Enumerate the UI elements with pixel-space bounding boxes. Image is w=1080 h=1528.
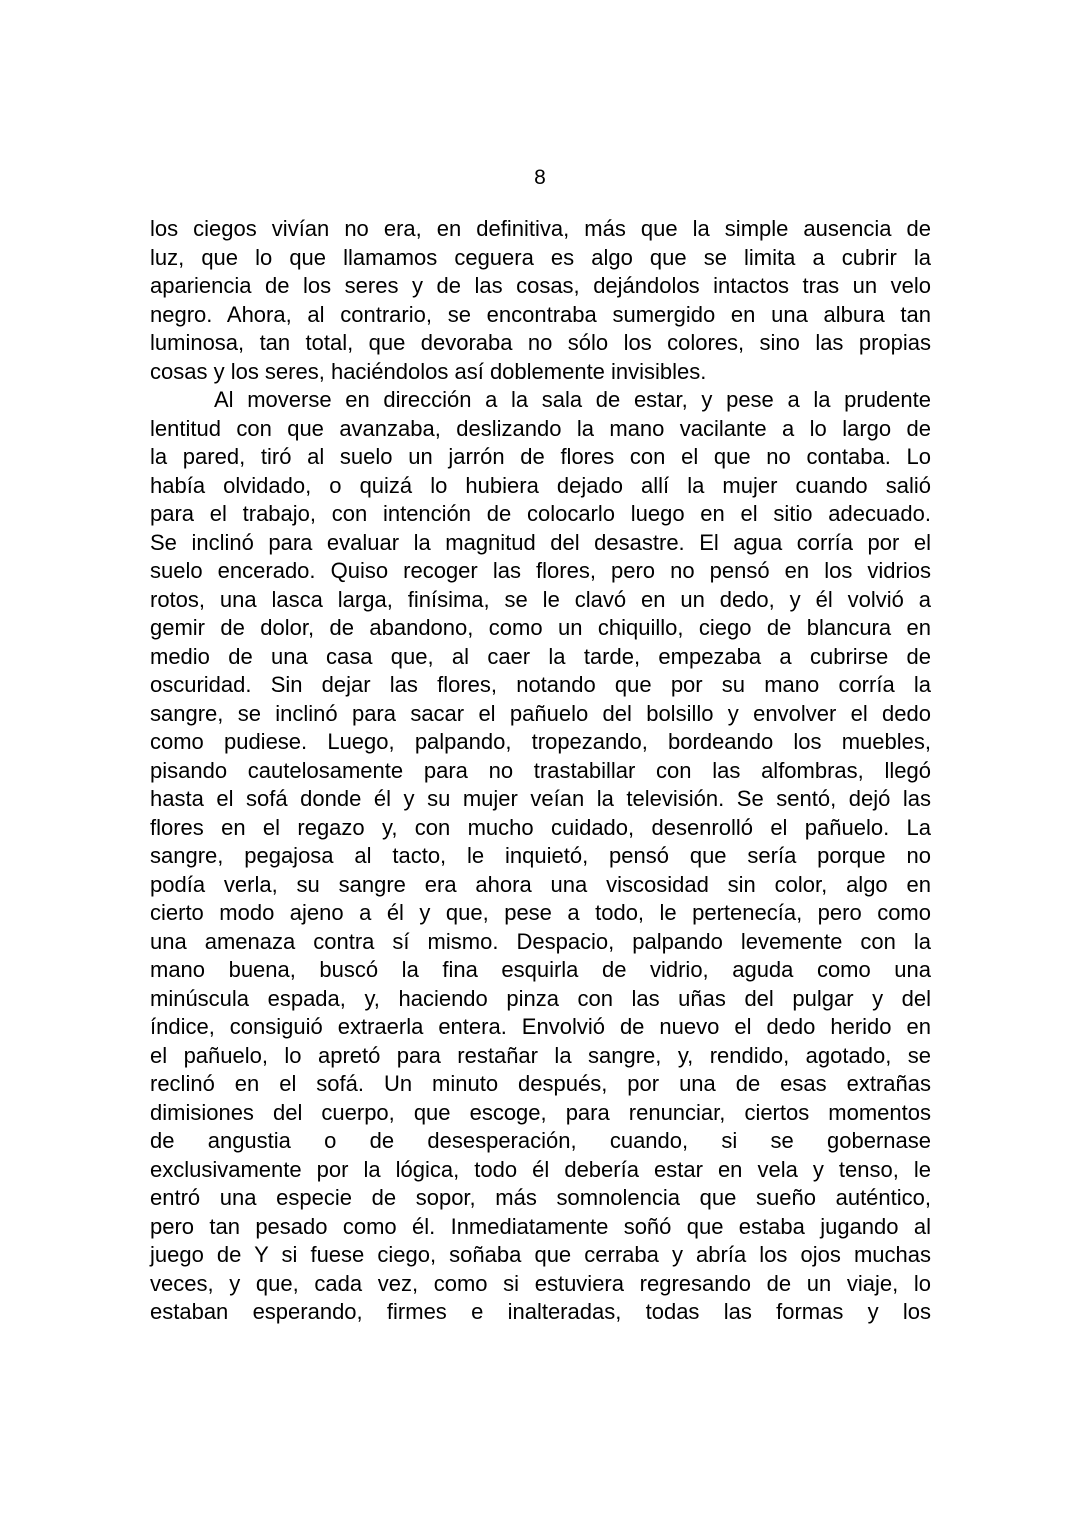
text-line: pero tan pesado como él. Inmediatamente soñó que estaba jugando al	[150, 1213, 931, 1239]
text-line: índice, consiguió extraerla entera. Envolvió de nuevo el dedo herido en	[150, 1014, 931, 1039]
text-line: sangre, pegajosa al tacto, le inquietó, pensó que sería porque no	[150, 843, 931, 868]
text-line: de angustia o de desesperación, cuando, si se gobernase	[150, 1128, 931, 1153]
text-line: flores en el regazo y, con mucho cuidado, desenrolló el pañuelo. La	[150, 814, 931, 840]
text-line: luminosa, tan total, que devoraba no sólo los colores, sino las propias	[150, 330, 931, 355]
text-line: juego de Y si fuese ciego, soñaba que cerraba y abría los ojos muchas	[150, 1242, 931, 1267]
text-line: suelo encerado. Quiso recoger las flores, pero no pensó en los vidrios	[150, 558, 931, 583]
text-line: oscuridad. Sin dejar las flores, notando que por su mano corría la	[150, 672, 931, 697]
text-line: medio de una casa que, al caer la tarde, empezaba a cubrirse de	[150, 643, 931, 669]
text-line: apariencia de los seres y de las cosas, dejándolos intactos tras un velo	[150, 273, 931, 298]
text-line: rotos, una lasca larga, finísima, se le clavó en un dedo, y él volvió a	[150, 586, 931, 612]
text-line: Al moverse en dirección a la sala de estar, y pese a la prudente	[214, 387, 931, 412]
text-line: estaban esperando, firmes e inalteradas, todas las formas y los	[150, 1299, 931, 1324]
text-line: sangre, se inclinó para sacar el pañuelo del bolsillo y envolver el dedo	[150, 700, 931, 726]
text-line: la pared, tiró al suelo un jarrón de flores con el que no contaba. Lo	[150, 444, 931, 469]
text-line: Se inclinó para evaluar la magnitud del desastre. El agua corría por el	[150, 529, 931, 555]
page-number: 8	[534, 166, 546, 189]
text-line: gemir de dolor, de abandono, como un chiquillo, ciego de blancura en	[150, 615, 931, 640]
text-line: negro. Ahora, al contrario, se encontraba sumergido en una albura tan	[150, 301, 931, 327]
text-line: mano buena, buscó la fina esquirla de vidrio, aguda como una	[150, 957, 931, 982]
text-line: los ciegos vivían no era, en definitiva, más que la simple ausencia de	[150, 216, 931, 241]
text-line: dimisiones del cuerpo, que escoge, para renunciar, ciertos momentos	[150, 1099, 931, 1125]
text-line: podía verla, su sangre era ahora una viscosidad sin color, algo en	[150, 871, 931, 897]
text-line: pisando cautelosamente para no trastabillar con las alfombras, llegó	[150, 757, 931, 783]
text-line: hasta el sofá donde él y su mujer veían la televisión. Se sentó, dejó las	[150, 786, 931, 811]
text-line: minúscula espada, y, haciendo pinza con las uñas del pulgar y del	[150, 985, 931, 1011]
text-line: para el trabajo, con intención de colocarlo luego en el sitio adecuado.	[150, 501, 931, 526]
text-line: veces, y que, cada vez, como si estuviera regresando de un viaje, lo	[150, 1270, 931, 1296]
text-line: cierto modo ajeno a él y que, pese a todo, le pertenecía, pero como	[150, 900, 931, 925]
text-line: exclusivamente por la lógica, todo él debería estar en vela y tenso, le	[150, 1156, 931, 1182]
text-line: como pudiese. Luego, palpando, tropezando, bordeando los muebles,	[150, 729, 931, 754]
text-line: luz, que lo que llamamos ceguera es algo que se limita a cubrir la	[150, 244, 931, 270]
text-line: una amenaza contra sí mismo. Despacio, palpando levemente con la	[150, 928, 931, 954]
text-line: había olvidado, o quizá lo hubiera dejado allí la mujer cuando salió	[150, 472, 931, 498]
text-line: el pañuelo, lo apretó para restañar la sangre, y, rendido, agotado, se	[150, 1042, 931, 1068]
text-line: entró una especie de sopor, más somnolencia que sueño auténtico,	[150, 1185, 931, 1210]
text-line: cosas y los seres, haciéndolos así doblemente invisibles.	[150, 358, 707, 384]
text-line: reclinó en el sofá. Un minuto después, por una de esas extrañas	[150, 1071, 931, 1096]
body-text	[150, 215, 931, 1327]
text-line: lentitud con que avanzaba, deslizando la mano vacilante a lo largo de	[150, 415, 931, 441]
